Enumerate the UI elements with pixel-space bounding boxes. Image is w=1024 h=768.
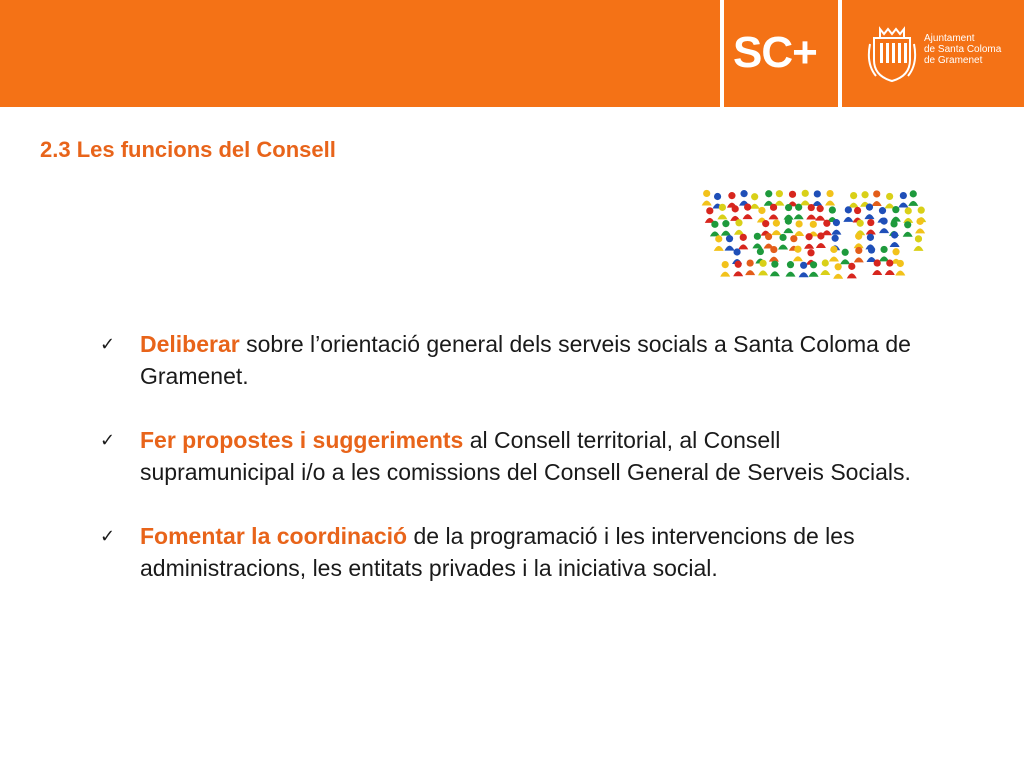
page-title: 2.3 Les funcions del Consell: [40, 137, 336, 162]
game-piece: [866, 219, 876, 235]
header-divider: [838, 0, 842, 107]
game-piece: [738, 234, 748, 250]
checkmark-icon: ✓: [100, 334, 116, 355]
city-line: de Gramenet: [924, 55, 983, 66]
bullet-list: [100, 328, 940, 584]
game-piece: [752, 233, 762, 249]
bullet-highlight: Deliberar: [140, 331, 240, 357]
checkmark-icon: ✓: [100, 430, 116, 451]
game-piece: [784, 204, 794, 220]
game-piece: [705, 207, 715, 223]
game-piece: [721, 220, 731, 236]
game-piece: [879, 246, 889, 262]
game-piece: [815, 205, 825, 221]
bullet-item: [100, 424, 940, 488]
game-piece: [720, 261, 730, 277]
checkmark-icon: ✓: [100, 526, 116, 547]
game-piece: [898, 192, 908, 208]
game-piece: [849, 192, 859, 208]
city-line: Ajuntament: [924, 33, 975, 44]
bullet-text: sobre l’orientació general dels serveis socials a Santa Coloma de Gramenet.: [140, 331, 911, 389]
game-piece: [854, 247, 864, 263]
game-piece: [734, 219, 744, 235]
game-piece: [710, 221, 720, 237]
game-piece: [774, 190, 784, 206]
game-piece: [769, 204, 779, 220]
city-line: de Santa Coloma: [924, 44, 1002, 55]
game-piece: [764, 190, 774, 206]
game-piece: [885, 193, 895, 209]
game-piece: [743, 203, 753, 219]
game-piece: [812, 190, 822, 206]
game-piece: [788, 191, 798, 207]
game-piece: [843, 206, 853, 222]
game-piece: [770, 261, 780, 277]
game-piece: [800, 190, 810, 206]
game-piece: [794, 220, 804, 236]
bullet-item: [100, 328, 940, 392]
game-piece: [825, 190, 835, 206]
sc-plus-logo: SC+: [733, 28, 817, 77]
game-piece: [806, 204, 816, 220]
city-crest-icon: [866, 24, 918, 84]
game-piece: [872, 190, 882, 206]
game-piece: [913, 235, 923, 251]
game-piece: [785, 261, 795, 277]
game-piece: [903, 221, 913, 237]
game-piece: [840, 249, 850, 265]
game-pieces-crowd-image: [697, 165, 942, 280]
game-piece: [725, 235, 735, 251]
game-piece: [820, 259, 830, 275]
bullet-highlight: Fer propostes i suggeriments: [140, 427, 464, 453]
bullet-highlight: Fomentar la coordinació: [140, 523, 408, 549]
game-piece: [847, 263, 857, 279]
game-piece: [771, 220, 781, 236]
game-piece: [778, 234, 788, 250]
header-divider: [720, 0, 724, 107]
game-piece: [702, 190, 712, 206]
city-council-name: [924, 33, 1022, 66]
game-piece: [903, 207, 913, 223]
game-piece: [750, 193, 760, 209]
game-piece: [745, 259, 755, 275]
game-piece: [714, 235, 724, 251]
bullet-text: al Consell territorial, al Consell supramunicipal i/o a les comissions del Consell General de Serveis Socials.: [140, 427, 911, 485]
game-piece: [833, 263, 843, 279]
game-piece: [783, 218, 793, 234]
game-piece: [739, 190, 749, 206]
bullet-item: [100, 520, 940, 584]
bullet-text: de la programació i les intervencions de les administracions, les entitats privades i la iniciativa social.: [140, 523, 855, 581]
game-piece: [908, 190, 918, 206]
